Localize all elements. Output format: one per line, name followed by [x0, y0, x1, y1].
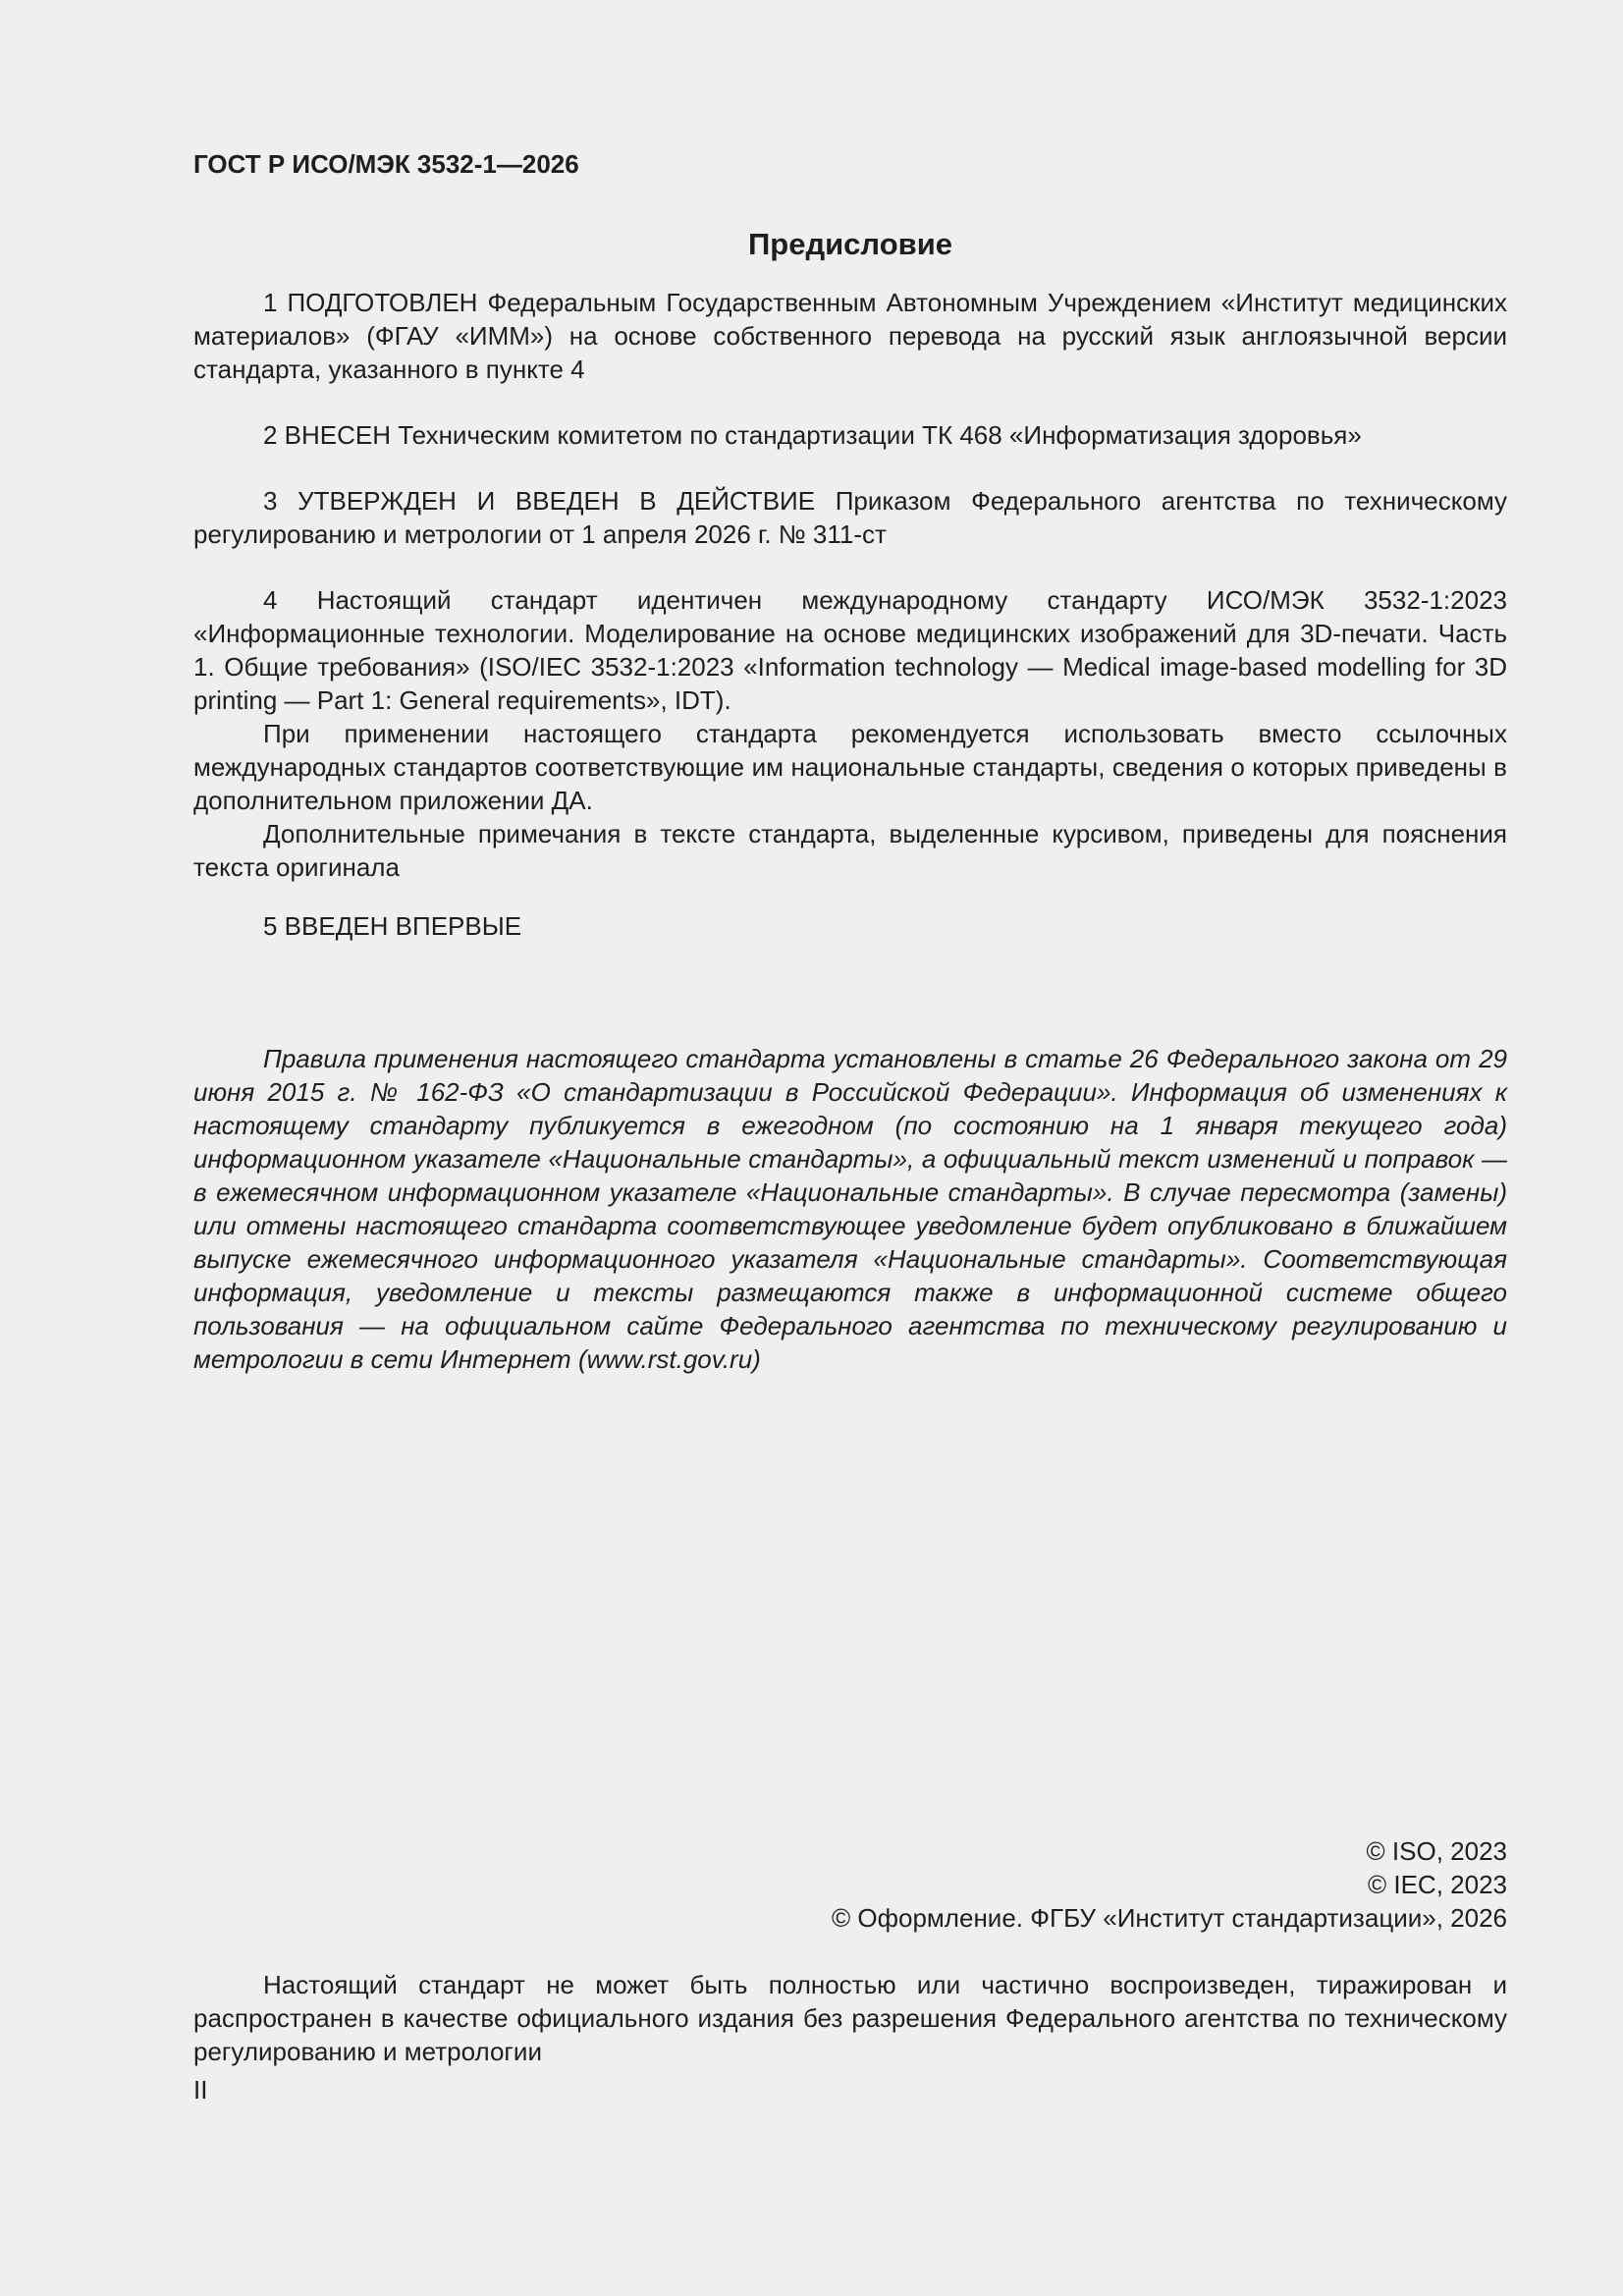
section-3-text: 3 УТВЕРЖДЕН И ВВЕДЕН В ДЕЙСТВИЕ Приказом Федерального агентства по техническому регулированию и метрологии от 1 апреля 2026 г. № 311-ст — [193, 486, 1507, 549]
document-code-header: ГОСТ Р ИСО/МЭК 3532-1—2026 — [193, 149, 579, 179]
reproduction-notice-text: Настоящий стандарт не может быть полностью или частично воспроизведен, тиражирован и распространен в качестве официального издания без разрешения Федерального агентства по техническому регулированию и метрологии — [193, 1970, 1507, 2066]
page-title: Предисловие — [747, 227, 952, 261]
section-2-text: 2 ВНЕСЕН Техническим комитетом по стандартизации ТК 468 «Информатизация здоровья» — [263, 420, 1362, 450]
section-3 — [193, 484, 1507, 551]
section-4-paragraph-1: 4 Настоящий стандарт идентичен международному стандарту ИСО/МЭК 3532-1:2023 «Информационные технологии. Моделирование на основе медицинских изображений для 3D-печати. Часть 1. Общие требования» (ISO/IEC 3532-1:2023 «Information technology — Medical image-based modelling for 3D printing — Part 1: General requirements», IDT). — [193, 585, 1507, 715]
section-5 — [193, 909, 1507, 943]
copyright-design: © Оформление. ФГБУ «Институт стандартизации», 2026 — [832, 1903, 1507, 1933]
rules-note-text: Правила применения настоящего стандарта установлены в статье 26 Федерального закона от 29 июня 2015 г. № 162-ФЗ «О стандартизации в Российской Федерации». Информация об изменениях к настоящему стандарту публикуется в ежегодном (по состоянию на 1 января текущего года) информационном указателе «Национальные стандарты», а официальный текст изменений и поправок — в ежемесячном информационном указателе «Национальные стандарты». В случае пересмотра (замены) или отмены настоящего стандарта соответствующее уведомление будет опубликовано в ближайшем выпуске ежемесячного информационного указателя «Национальные стандарты». Соответствующая информация, уведомление и тексты размещаются также в информационной системе общего пользования — на официальном сайте Федерального агентства по техническому регулированию и метрологии в сети Интернет (www.rst.gov.ru) — [193, 1044, 1507, 1374]
section-1 — [193, 286, 1507, 386]
section-2 — [193, 418, 1507, 452]
document-page — [193, 0, 1507, 2296]
section-4 — [193, 583, 1507, 884]
copyright-block — [193, 1834, 1507, 1935]
rules-note — [193, 1042, 1507, 1376]
copyright-iec: © IEC, 2023 — [1367, 1870, 1507, 1899]
reproduction-notice — [193, 1968, 1507, 2068]
section-4-paragraph-3: Дополнительные примечания в тексте стандарта, выделенные курсивом, приведены для пояснения текста оригинала — [193, 819, 1507, 882]
section-4-paragraph-2: При применении настоящего стандарта рекомендуется использовать вместо ссылочных международных стандартов соответствующие им национальные стандарты, сведения о которых приведены в дополнительном приложении ДА. — [193, 719, 1507, 815]
copyright-iso: © ISO, 2023 — [1366, 1836, 1507, 1866]
page-number: II — [193, 2075, 208, 2105]
section-1-text: 1 ПОДГОТОВЛЕН Федеральным Государственным Автономным Учреждением «Институт медицинских материалов» (ФГАУ «ИММ») на основе собственного перевода на русский язык англоязычной версии стандарта, указанного в пункте 4 — [193, 288, 1507, 384]
section-5-text: 5 ВВЕДЕН ВПЕРВЫЕ — [263, 911, 522, 941]
